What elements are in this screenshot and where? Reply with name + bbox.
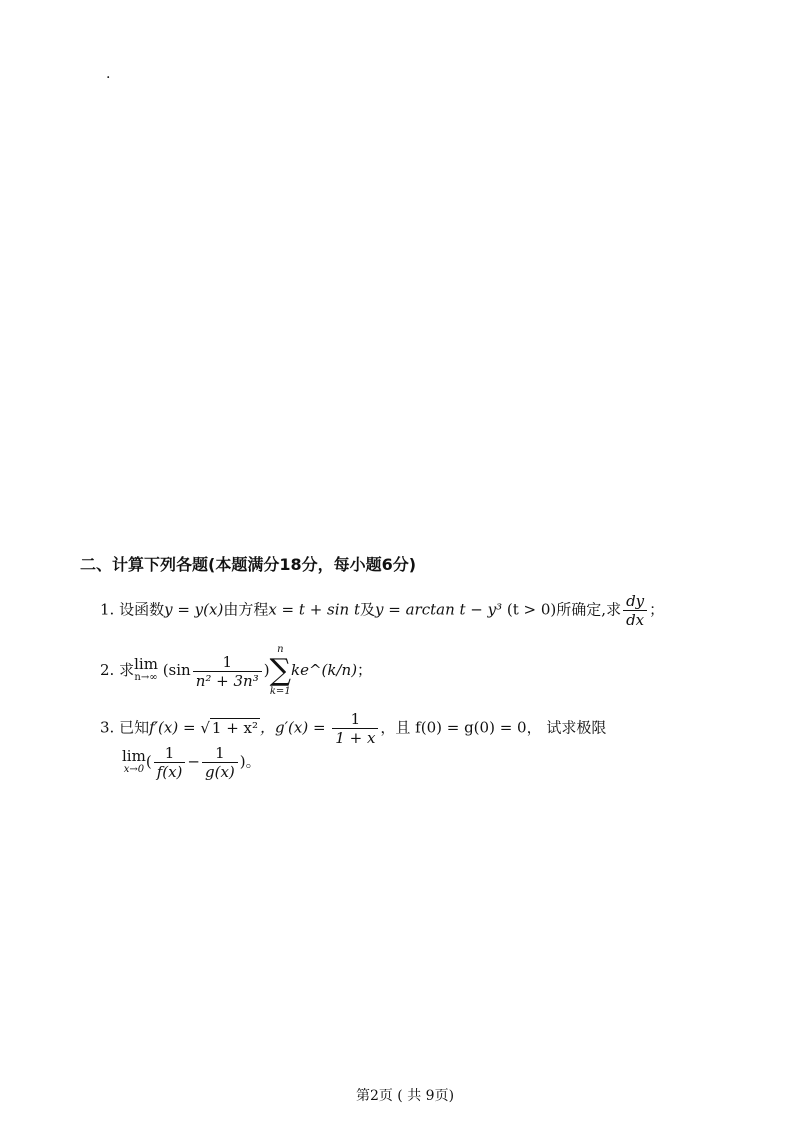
q3-minus: − [187, 752, 200, 771]
q3-lim-text: lim [122, 746, 146, 765]
question-3-limit [122, 744, 261, 781]
q2-open: (sin [162, 661, 191, 679]
q3-g-prime: ，g′(x) = [260, 718, 331, 737]
q3-f-prime: f′(x) = [149, 718, 201, 737]
q3-open: ( [145, 752, 152, 771]
page-footer: 第2页 ( 共 9页) [355, 1088, 455, 1104]
q2-close: ) [263, 661, 270, 679]
q1-fraction-den: dx [626, 611, 645, 629]
q3-lim-sub: x→0 [123, 763, 145, 775]
q3-close: )。 [239, 752, 261, 771]
q2-limit [134, 657, 158, 685]
section-title: 二、计算下列各题(本题满分18分，每小题6分) [80, 555, 417, 574]
q2-sum [270, 644, 291, 698]
q3-sqrt-radicand: 1 + x² [211, 718, 259, 737]
q3-fraction-1 [154, 744, 186, 781]
q3-fraction-den: 1 + x [335, 729, 376, 747]
q1-func: y = y(x) [164, 600, 224, 619]
q2-lim-text: lim [134, 655, 158, 673]
q1-mid3: 所确定,求 [556, 600, 622, 619]
q3-f1-den: f(x) [156, 763, 183, 781]
q2-term: ke^(k/n) [291, 661, 358, 679]
q1-fraction [623, 592, 647, 629]
q2-sum-bottom: k=1 [269, 686, 291, 697]
q2-lim-sub: n→∞ [134, 672, 158, 683]
q2-fraction [193, 653, 262, 690]
q3-cond: ，且 f(0) = g(0) = 0， 试求极限 [380, 718, 607, 737]
q1-prefix: 1. 设函数 [100, 600, 165, 619]
q3-fraction-num: 1 [332, 710, 378, 729]
q3-f2-num: 1 [202, 744, 238, 763]
q1-eq2: y = arctan t − y³ [375, 600, 503, 619]
q3-fraction-2 [202, 744, 238, 781]
question-3 [100, 710, 606, 747]
q2-fraction-num: 1 [193, 653, 262, 672]
q1-mid2: 及 [359, 600, 375, 619]
question-2 [100, 644, 372, 698]
q2-sum-symbol: ∑ [269, 653, 291, 688]
q3-f2-den: g(x) [204, 763, 235, 781]
header-dot: . [106, 66, 111, 82]
q1-fraction-num: dy [623, 592, 647, 611]
q3-fraction [332, 710, 378, 747]
q3-sqrt: √ 1 + x² [200, 718, 259, 737]
q2-end: ； [357, 661, 373, 679]
q1-cond: (t > 0) [506, 600, 557, 619]
q2-fraction-den: n² + 3n³ [195, 671, 259, 690]
question-1 [100, 592, 664, 629]
q1-end: ； [649, 600, 665, 619]
q2-sum-top: n [277, 644, 284, 655]
q3-f1-num: 1 [154, 744, 186, 763]
q3-prefix: 3. 已知 [100, 718, 150, 737]
q2-prefix: 2. 求 [100, 661, 135, 679]
q3-limit [122, 746, 146, 777]
q1-eq1: x = t + sin t [268, 600, 360, 619]
q1-mid1: 由方程 [223, 600, 269, 619]
